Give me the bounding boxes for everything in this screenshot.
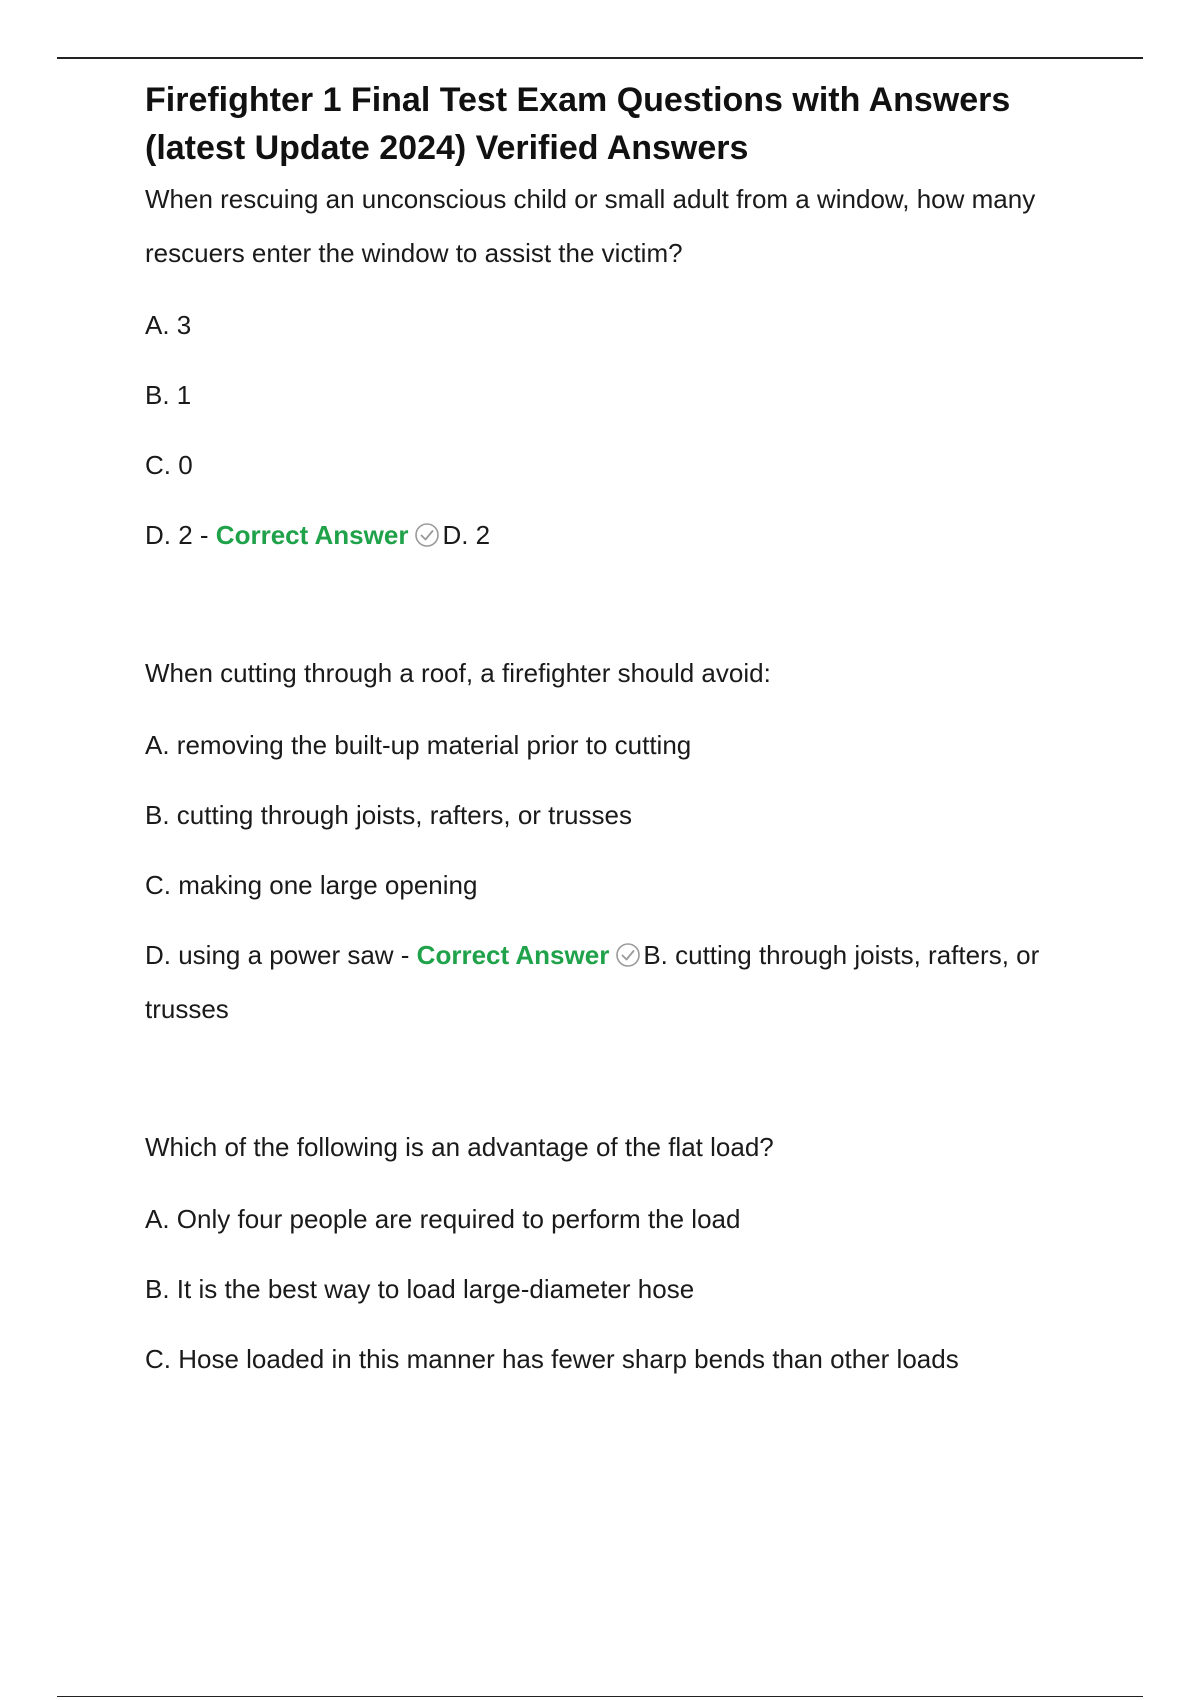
question-prompt: When cutting through a roof, a firefighter should avoid: — [145, 658, 771, 688]
bottom-rule — [57, 1696, 1143, 1697]
correct-answer-label: Correct Answer — [416, 940, 610, 970]
correct-answer-label: Correct Answer — [215, 520, 409, 550]
option-b: B. 1 — [145, 380, 192, 410]
answer-text: D. 2 — [442, 520, 491, 550]
question-block — [145, 1120, 1095, 1386]
question-prompt: Which of the following is an advantage of the flat load? — [145, 1132, 774, 1162]
answer-text: B. cutting through joists, rafters, or trusses — [145, 940, 1040, 1024]
question-block — [145, 172, 1095, 562]
option-c: C. making one large opening — [145, 870, 478, 900]
option-b: B. cutting through joists, rafters, or trusses — [145, 800, 632, 830]
option-a: A. 3 — [145, 310, 192, 340]
document-title: Firefighter 1 Final Test Exam Questions with Answers (latest Update 2024) Verified Answers — [145, 81, 1011, 167]
option-d-with-answer — [145, 928, 1095, 1036]
option-c: C. 0 — [145, 450, 193, 480]
check-circle-icon — [615, 942, 641, 968]
option-d: D. using a power saw - — [145, 940, 417, 970]
option-d: D. 2 - — [145, 520, 216, 550]
top-rule — [57, 57, 1143, 59]
question-prompt: When rescuing an unconscious child or small adult from a window, how many rescuers enter the window to assist the victim? — [145, 184, 1036, 268]
option-c: C. Hose loaded in this manner has fewer sharp bends than other loads — [145, 1344, 959, 1374]
question-block — [145, 646, 1095, 1036]
document-body — [145, 76, 1095, 1386]
option-a: A. Only four people are required to perform the load — [145, 1204, 741, 1234]
option-d-with-answer — [145, 508, 1095, 562]
option-a: A. removing the built-up material prior to cutting — [145, 730, 692, 760]
option-b: B. It is the best way to load large-diameter hose — [145, 1274, 695, 1304]
check-circle-icon — [414, 522, 440, 548]
